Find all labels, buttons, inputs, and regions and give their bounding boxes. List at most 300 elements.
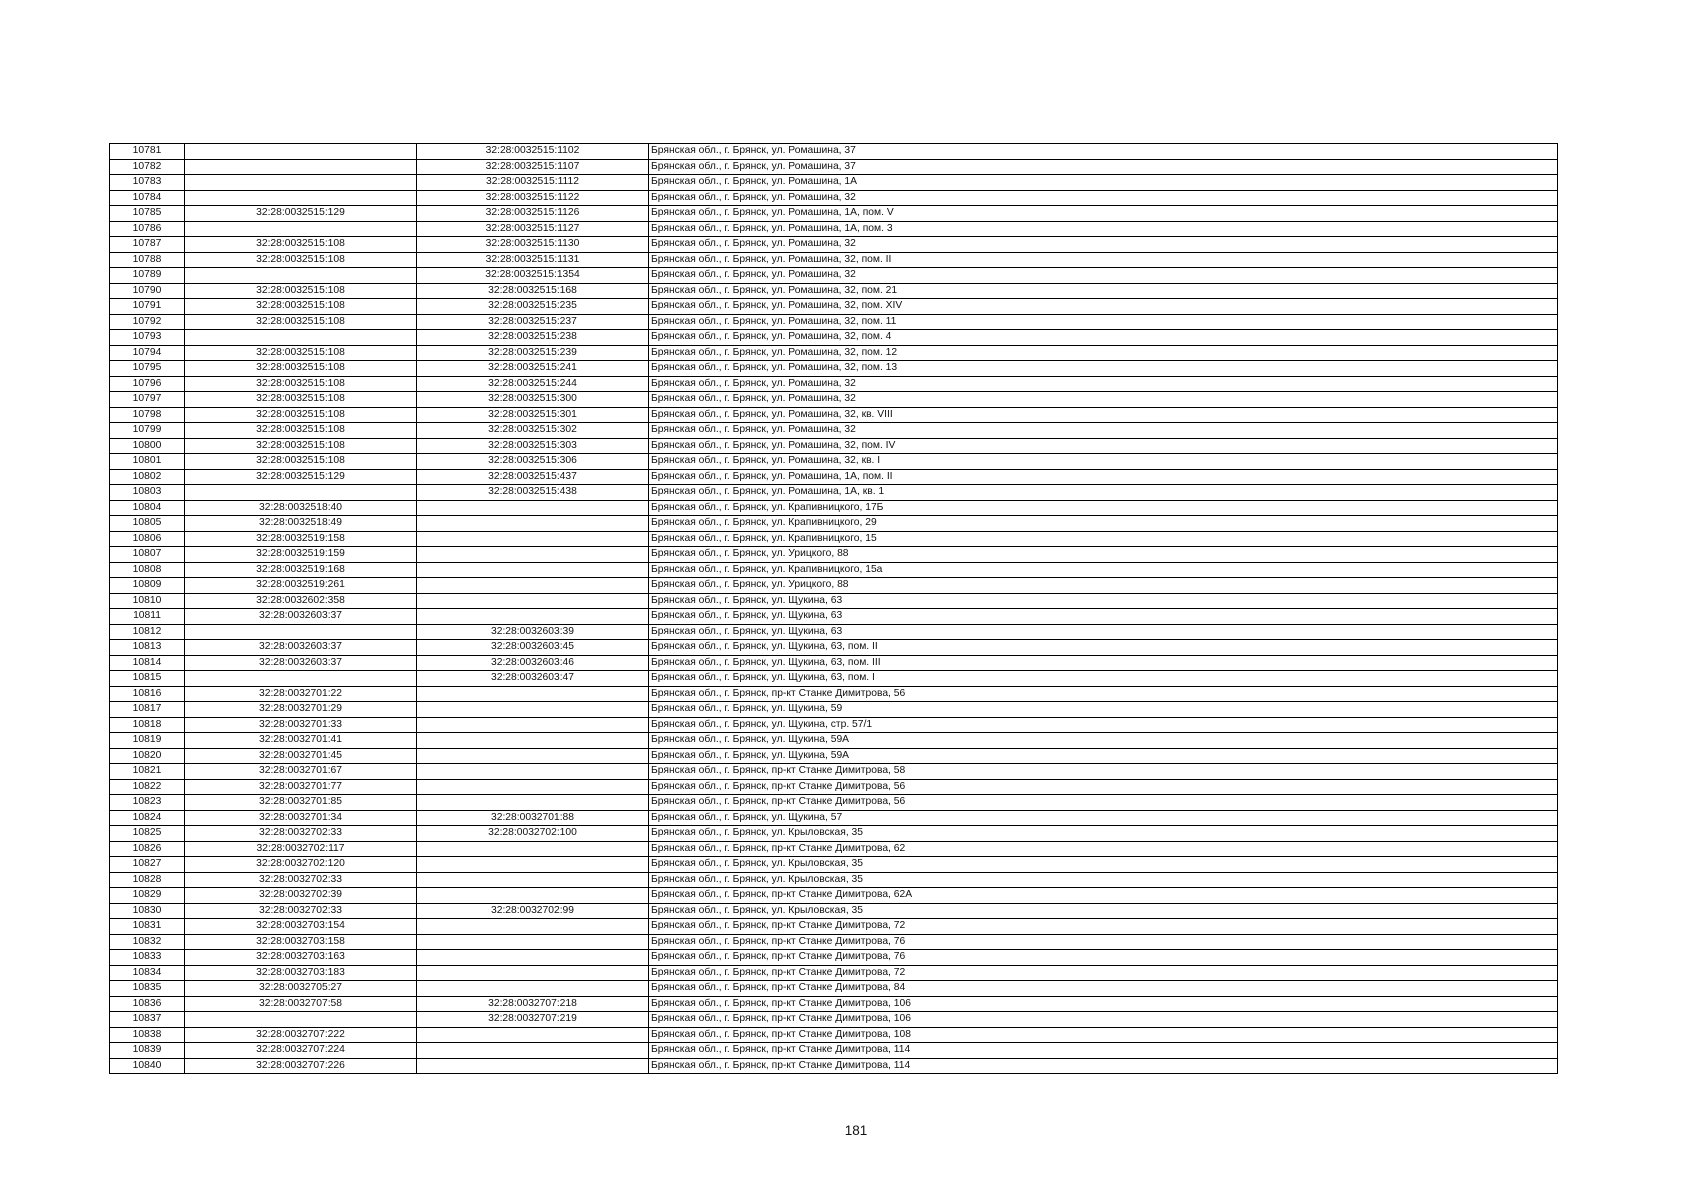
address-cell: Брянская обл., г. Брянск, пр-кт Станке Димитрова, 106	[649, 996, 1558, 1012]
cadastral-number-cell: 32:28:0032515:235	[417, 299, 649, 315]
cadastral-number-cell	[417, 516, 649, 532]
table-row	[110, 950, 1558, 966]
table-row	[110, 1027, 1558, 1043]
address-cell: Брянская обл., г. Брянск, пр-кт Станке Димитрова, 72	[649, 919, 1558, 935]
parent-cadastral-number-cell	[185, 671, 417, 687]
address-cell: Брянская обл., г. Брянск, ул. Ромашина, 32	[649, 423, 1558, 439]
parent-cadastral-number-cell: 32:28:0032707:224	[185, 1043, 417, 1059]
address-cell: Брянская обл., г. Брянск, ул. Ромашина, 32, пом. 4	[649, 330, 1558, 346]
parent-cadastral-number-cell: 32:28:0032703:158	[185, 934, 417, 950]
row-number-cell: 10831	[110, 919, 185, 935]
address-cell: Брянская обл., г. Брянск, ул. Щукина, 63, пом. III	[649, 655, 1558, 671]
row-number-cell: 10802	[110, 469, 185, 485]
address-cell: Брянская обл., г. Брянск, пр-кт Станке Димитрова, 62	[649, 841, 1558, 857]
table-row	[110, 547, 1558, 563]
row-number-cell: 10801	[110, 454, 185, 470]
parent-cadastral-number-cell: 32:28:0032703:163	[185, 950, 417, 966]
cadastral-number-cell	[417, 686, 649, 702]
address-cell: Брянская обл., г. Брянск, ул. Ромашина, 32, пом. 11	[649, 314, 1558, 330]
parent-cadastral-number-cell: 32:28:0032515:108	[185, 361, 417, 377]
row-number-cell: 10805	[110, 516, 185, 532]
cadastral-number-cell: 32:28:0032515:438	[417, 485, 649, 501]
row-number-cell: 10833	[110, 950, 185, 966]
table-row	[110, 810, 1558, 826]
cadastral-number-cell: 32:28:0032515:241	[417, 361, 649, 377]
parent-cadastral-number-cell: 32:28:0032702:39	[185, 888, 417, 904]
table-row	[110, 268, 1558, 284]
parent-cadastral-number-cell: 32:28:0032703:183	[185, 965, 417, 981]
address-cell: Брянская обл., г. Брянск, пр-кт Станке Димитрова, 56	[649, 779, 1558, 795]
table-row	[110, 686, 1558, 702]
row-number-cell: 10818	[110, 717, 185, 733]
cadastral-number-cell: 32:28:0032707:218	[417, 996, 649, 1012]
table-row	[110, 144, 1558, 160]
address-cell: Брянская обл., г. Брянск, ул. Ромашина, 37	[649, 144, 1558, 160]
row-number-cell: 10811	[110, 609, 185, 625]
address-cell: Брянская обл., г. Брянск, ул. Щукина, 59А	[649, 748, 1558, 764]
row-number-cell: 10816	[110, 686, 185, 702]
parent-cadastral-number-cell: 32:28:0032515:108	[185, 237, 417, 253]
cadastral-number-cell	[417, 857, 649, 873]
address-cell: Брянская обл., г. Брянск, ул. Крапивницкого, 15	[649, 531, 1558, 547]
address-cell: Брянская обл., г. Брянск, пр-кт Станке Димитрова, 84	[649, 981, 1558, 997]
cadastral-number-cell: 32:28:0032515:168	[417, 283, 649, 299]
address-cell: Брянская обл., г. Брянск, ул. Крапивницкого, 29	[649, 516, 1558, 532]
row-number-cell: 10810	[110, 593, 185, 609]
table-row	[110, 376, 1558, 392]
parent-cadastral-number-cell: 32:28:0032702:33	[185, 903, 417, 919]
address-cell: Брянская обл., г. Брянск, ул. Ромашина, 1А, пом. 3	[649, 221, 1558, 237]
row-number-cell: 10803	[110, 485, 185, 501]
table-row	[110, 237, 1558, 253]
table-row	[110, 485, 1558, 501]
row-number-cell: 10829	[110, 888, 185, 904]
cadastral-number-cell: 32:28:0032603:39	[417, 624, 649, 640]
parent-cadastral-number-cell: 32:28:0032701:34	[185, 810, 417, 826]
parent-cadastral-number-cell: 32:28:0032519:159	[185, 547, 417, 563]
row-number-cell: 10788	[110, 252, 185, 268]
table-row	[110, 361, 1558, 377]
address-cell: Брянская обл., г. Брянск, ул. Ромашина, 32, пом. 21	[649, 283, 1558, 299]
cadastral-number-cell	[417, 934, 649, 950]
cadastral-number-cell	[417, 593, 649, 609]
cadastral-number-cell	[417, 733, 649, 749]
table-row	[110, 159, 1558, 175]
table-row	[110, 593, 1558, 609]
table-row	[110, 981, 1558, 997]
row-number-cell: 10814	[110, 655, 185, 671]
address-cell: Брянская обл., г. Брянск, пр-кт Станке Димитрова, 58	[649, 764, 1558, 780]
address-cell: Брянская обл., г. Брянск, ул. Крапивницкого, 17Б	[649, 500, 1558, 516]
parent-cadastral-number-cell: 32:28:0032515:108	[185, 345, 417, 361]
cadastral-number-cell: 32:28:0032707:219	[417, 1012, 649, 1028]
cadastral-number-cell: 32:28:0032515:1112	[417, 175, 649, 191]
cadastral-number-cell	[417, 919, 649, 935]
address-cell: Брянская обл., г. Брянск, ул. Щукина, 63, пом. I	[649, 671, 1558, 687]
row-number-cell: 10830	[110, 903, 185, 919]
address-cell: Брянская обл., г. Брянск, ул. Ромашина, 32, пом. 13	[649, 361, 1558, 377]
table-row	[110, 314, 1558, 330]
parent-cadastral-number-cell: 32:28:0032701:77	[185, 779, 417, 795]
address-cell: Брянская обл., г. Брянск, пр-кт Станке Димитрова, 72	[649, 965, 1558, 981]
address-cell: Брянская обл., г. Брянск, ул. Ромашина, 1А, пом. II	[649, 469, 1558, 485]
cadastral-number-cell	[417, 547, 649, 563]
table-row	[110, 764, 1558, 780]
parent-cadastral-number-cell: 32:28:0032701:85	[185, 795, 417, 811]
cadastral-number-cell: 32:28:0032515:300	[417, 392, 649, 408]
parent-cadastral-number-cell: 32:28:0032702:33	[185, 826, 417, 842]
cadastral-number-cell	[417, 609, 649, 625]
table-row	[110, 345, 1558, 361]
parent-cadastral-number-cell	[185, 330, 417, 346]
parent-cadastral-number-cell: 32:28:0032701:22	[185, 686, 417, 702]
address-cell: Брянская обл., г. Брянск, ул. Щукина, 63	[649, 624, 1558, 640]
address-cell: Брянская обл., г. Брянск, пр-кт Станке Димитрова, 62А	[649, 888, 1558, 904]
row-number-cell: 10836	[110, 996, 185, 1012]
row-number-cell: 10834	[110, 965, 185, 981]
parent-cadastral-number-cell: 32:28:0032515:108	[185, 423, 417, 439]
row-number-cell: 10828	[110, 872, 185, 888]
address-cell: Брянская обл., г. Брянск, ул. Урицкого, 88	[649, 547, 1558, 563]
cadastral-number-cell	[417, 872, 649, 888]
cadastral-number-cell	[417, 779, 649, 795]
address-cell: Брянская обл., г. Брянск, пр-кт Станке Димитрова, 114	[649, 1058, 1558, 1074]
registry-table	[109, 143, 1558, 1074]
cadastral-number-cell: 32:28:0032515:1131	[417, 252, 649, 268]
row-number-cell: 10840	[110, 1058, 185, 1074]
row-number-cell: 10806	[110, 531, 185, 547]
cadastral-number-cell: 32:28:0032515:306	[417, 454, 649, 470]
table-row	[110, 748, 1558, 764]
parent-cadastral-number-cell: 32:28:0032702:33	[185, 872, 417, 888]
table-row	[110, 934, 1558, 950]
row-number-cell: 10812	[110, 624, 185, 640]
row-number-cell: 10825	[110, 826, 185, 842]
parent-cadastral-number-cell: 32:28:0032518:49	[185, 516, 417, 532]
table-row	[110, 454, 1558, 470]
cadastral-number-cell: 32:28:0032515:1107	[417, 159, 649, 175]
row-number-cell: 10792	[110, 314, 185, 330]
cadastral-number-cell	[417, 981, 649, 997]
parent-cadastral-number-cell: 32:28:0032603:37	[185, 655, 417, 671]
address-cell: Брянская обл., г. Брянск, пр-кт Станке Димитрова, 114	[649, 1043, 1558, 1059]
address-cell: Брянская обл., г. Брянск, пр-кт Станке Димитрова, 76	[649, 950, 1558, 966]
address-cell: Брянская обл., г. Брянск, пр-кт Станке Димитрова, 106	[649, 1012, 1558, 1028]
parent-cadastral-number-cell: 32:28:0032515:108	[185, 252, 417, 268]
table-row	[110, 609, 1558, 625]
cadastral-number-cell: 32:28:0032515:302	[417, 423, 649, 439]
row-number-cell: 10785	[110, 206, 185, 222]
row-number-cell: 10793	[110, 330, 185, 346]
row-number-cell: 10789	[110, 268, 185, 284]
table-row	[110, 872, 1558, 888]
table-row	[110, 919, 1558, 935]
row-number-cell: 10798	[110, 407, 185, 423]
cadastral-number-cell: 32:28:0032515:303	[417, 438, 649, 454]
table-row	[110, 1012, 1558, 1028]
address-cell: Брянская обл., г. Брянск, ул. Крыловская, 35	[649, 826, 1558, 842]
parent-cadastral-number-cell: 32:28:0032707:58	[185, 996, 417, 1012]
row-number-cell: 10824	[110, 810, 185, 826]
cadastral-number-cell	[417, 965, 649, 981]
parent-cadastral-number-cell: 32:28:0032701:45	[185, 748, 417, 764]
cadastral-number-cell	[417, 702, 649, 718]
row-number-cell: 10821	[110, 764, 185, 780]
table-row	[110, 562, 1558, 578]
address-cell: Брянская обл., г. Брянск, ул. Ромашина, 32	[649, 376, 1558, 392]
table-row	[110, 392, 1558, 408]
address-cell: Брянская обл., г. Брянск, ул. Ромашина, 32, пом. II	[649, 252, 1558, 268]
row-number-cell: 10797	[110, 392, 185, 408]
cadastral-number-cell	[417, 748, 649, 764]
parent-cadastral-number-cell: 32:28:0032515:108	[185, 454, 417, 470]
address-cell: Брянская обл., г. Брянск, ул. Ромашина, 32, пом. 12	[649, 345, 1558, 361]
address-cell: Брянская обл., г. Брянск, ул. Щукина, 63	[649, 609, 1558, 625]
parent-cadastral-number-cell: 32:28:0032515:108	[185, 438, 417, 454]
address-cell: Брянская обл., г. Брянск, ул. Крыловская, 35	[649, 872, 1558, 888]
row-number-cell: 10837	[110, 1012, 185, 1028]
row-number-cell: 10795	[110, 361, 185, 377]
row-number-cell: 10783	[110, 175, 185, 191]
row-number-cell: 10839	[110, 1043, 185, 1059]
address-cell: Брянская обл., г. Брянск, пр-кт Станке Димитрова, 108	[649, 1027, 1558, 1043]
address-cell: Брянская обл., г. Брянск, ул. Щукина, стр. 57/1	[649, 717, 1558, 733]
cadastral-number-cell: 32:28:0032701:88	[417, 810, 649, 826]
row-number-cell: 10790	[110, 283, 185, 299]
address-cell: Брянская обл., г. Брянск, ул. Ромашина, 32	[649, 268, 1558, 284]
parent-cadastral-number-cell: 32:28:0032515:108	[185, 376, 417, 392]
table-row	[110, 795, 1558, 811]
table-row	[110, 671, 1558, 687]
parent-cadastral-number-cell: 32:28:0032515:129	[185, 206, 417, 222]
cadastral-number-cell	[417, 578, 649, 594]
cadastral-number-cell: 32:28:0032515:1126	[417, 206, 649, 222]
row-number-cell: 10809	[110, 578, 185, 594]
table-row	[110, 516, 1558, 532]
table-row	[110, 640, 1558, 656]
parent-cadastral-number-cell: 32:28:0032515:108	[185, 392, 417, 408]
cadastral-number-cell: 32:28:0032515:301	[417, 407, 649, 423]
row-number-cell: 10823	[110, 795, 185, 811]
row-number-cell: 10827	[110, 857, 185, 873]
table-row	[110, 779, 1558, 795]
row-number-cell: 10787	[110, 237, 185, 253]
table-row	[110, 438, 1558, 454]
cadastral-number-cell: 32:28:0032702:99	[417, 903, 649, 919]
row-number-cell: 10813	[110, 640, 185, 656]
parent-cadastral-number-cell	[185, 175, 417, 191]
row-number-cell: 10800	[110, 438, 185, 454]
address-cell: Брянская обл., г. Брянск, ул. Ромашина, 1А, пом. V	[649, 206, 1558, 222]
cadastral-number-cell: 32:28:0032603:47	[417, 671, 649, 687]
parent-cadastral-number-cell: 32:28:0032519:168	[185, 562, 417, 578]
cadastral-number-cell: 32:28:0032515:1130	[417, 237, 649, 253]
row-number-cell: 10796	[110, 376, 185, 392]
table-row	[110, 965, 1558, 981]
address-cell: Брянская обл., г. Брянск, пр-кт Станке Димитрова, 56	[649, 686, 1558, 702]
cadastral-number-cell: 32:28:0032515:1102	[417, 144, 649, 160]
parent-cadastral-number-cell: 32:28:0032602:358	[185, 593, 417, 609]
parent-cadastral-number-cell	[185, 485, 417, 501]
parent-cadastral-number-cell	[185, 144, 417, 160]
cadastral-number-cell: 32:28:0032603:46	[417, 655, 649, 671]
table-row	[110, 996, 1558, 1012]
parent-cadastral-number-cell: 32:28:0032701:67	[185, 764, 417, 780]
row-number-cell: 10822	[110, 779, 185, 795]
address-cell: Брянская обл., г. Брянск, пр-кт Станке Димитрова, 76	[649, 934, 1558, 950]
table-row	[110, 1043, 1558, 1059]
row-number-cell: 10781	[110, 144, 185, 160]
table-row	[110, 1058, 1558, 1074]
address-cell: Брянская обл., г. Брянск, ул. Ромашина, 1А	[649, 175, 1558, 191]
table-row	[110, 826, 1558, 842]
row-number-cell: 10820	[110, 748, 185, 764]
table-row	[110, 252, 1558, 268]
address-cell: Брянская обл., г. Брянск, ул. Щукина, 59А	[649, 733, 1558, 749]
row-number-cell: 10786	[110, 221, 185, 237]
address-cell: Брянская обл., г. Брянск, ул. Ромашина, 32, пом. IV	[649, 438, 1558, 454]
table-row	[110, 469, 1558, 485]
table-row	[110, 857, 1558, 873]
address-cell: Брянская обл., г. Брянск, ул. Ромашина, 32	[649, 392, 1558, 408]
address-cell: Брянская обл., г. Брянск, ул. Щукина, 59	[649, 702, 1558, 718]
parent-cadastral-number-cell: 32:28:0032703:154	[185, 919, 417, 935]
cadastral-number-cell: 32:28:0032515:237	[417, 314, 649, 330]
row-number-cell: 10826	[110, 841, 185, 857]
cadastral-number-cell: 32:28:0032603:45	[417, 640, 649, 656]
table-row	[110, 221, 1558, 237]
address-cell: Брянская обл., г. Брянск, ул. Щукина, 57	[649, 810, 1558, 826]
table-row	[110, 206, 1558, 222]
cadastral-number-cell	[417, 1043, 649, 1059]
cadastral-number-cell	[417, 764, 649, 780]
row-number-cell: 10784	[110, 190, 185, 206]
parent-cadastral-number-cell	[185, 624, 417, 640]
table-row	[110, 190, 1558, 206]
address-cell: Брянская обл., г. Брянск, ул. Крыловская, 35	[649, 903, 1558, 919]
address-cell: Брянская обл., г. Брянск, ул. Ромашина, 1А, кв. 1	[649, 485, 1558, 501]
address-cell: Брянская обл., г. Брянск, ул. Ромашина, 37	[649, 159, 1558, 175]
cadastral-number-cell	[417, 717, 649, 733]
parent-cadastral-number-cell: 32:28:0032707:226	[185, 1058, 417, 1074]
table-row	[110, 299, 1558, 315]
cadastral-number-cell	[417, 1027, 649, 1043]
parent-cadastral-number-cell: 32:28:0032515:108	[185, 407, 417, 423]
parent-cadastral-number-cell	[185, 268, 417, 284]
parent-cadastral-number-cell: 32:28:0032603:37	[185, 609, 417, 625]
row-number-cell: 10815	[110, 671, 185, 687]
address-cell: Брянская обл., г. Брянск, ул. Ромашина, 32	[649, 237, 1558, 253]
cadastral-number-cell	[417, 795, 649, 811]
row-number-cell: 10819	[110, 733, 185, 749]
table-row	[110, 903, 1558, 919]
parent-cadastral-number-cell	[185, 221, 417, 237]
table-row	[110, 624, 1558, 640]
parent-cadastral-number-cell	[185, 159, 417, 175]
row-number-cell: 10817	[110, 702, 185, 718]
address-cell: Брянская обл., г. Брянск, ул. Крапивницкого, 15а	[649, 562, 1558, 578]
row-number-cell: 10804	[110, 500, 185, 516]
cadastral-number-cell: 32:28:0032515:1354	[417, 268, 649, 284]
table-row	[110, 841, 1558, 857]
row-number-cell: 10807	[110, 547, 185, 563]
cadastral-number-cell	[417, 1058, 649, 1074]
address-cell: Брянская обл., г. Брянск, ул. Урицкого, 88	[649, 578, 1558, 594]
parent-cadastral-number-cell: 32:28:0032701:41	[185, 733, 417, 749]
parent-cadastral-number-cell: 32:28:0032702:117	[185, 841, 417, 857]
address-cell: Брянская обл., г. Брянск, ул. Ромашина, 32, кв. I	[649, 454, 1558, 470]
row-number-cell: 10782	[110, 159, 185, 175]
parent-cadastral-number-cell: 32:28:0032519:158	[185, 531, 417, 547]
table-row	[110, 500, 1558, 516]
parent-cadastral-number-cell	[185, 1012, 417, 1028]
cadastral-number-cell: 32:28:0032515:238	[417, 330, 649, 346]
parent-cadastral-number-cell: 32:28:0032515:129	[185, 469, 417, 485]
address-cell: Брянская обл., г. Брянск, ул. Щукина, 63, пом. II	[649, 640, 1558, 656]
table-row	[110, 423, 1558, 439]
parent-cadastral-number-cell: 32:28:0032705:27	[185, 981, 417, 997]
table-row	[110, 655, 1558, 671]
cadastral-number-cell	[417, 500, 649, 516]
row-number-cell: 10794	[110, 345, 185, 361]
row-number-cell: 10835	[110, 981, 185, 997]
table-row	[110, 717, 1558, 733]
cadastral-number-cell: 32:28:0032515:244	[417, 376, 649, 392]
parent-cadastral-number-cell: 32:28:0032701:33	[185, 717, 417, 733]
address-cell: Брянская обл., г. Брянск, ул. Ромашина, 32	[649, 190, 1558, 206]
table-row	[110, 733, 1558, 749]
row-number-cell: 10832	[110, 934, 185, 950]
row-number-cell: 10799	[110, 423, 185, 439]
cadastral-number-cell: 32:28:0032515:1127	[417, 221, 649, 237]
cadastral-number-cell	[417, 531, 649, 547]
table-row	[110, 888, 1558, 904]
cadastral-number-cell	[417, 950, 649, 966]
cadastral-number-cell: 32:28:0032515:239	[417, 345, 649, 361]
parent-cadastral-number-cell: 32:28:0032707:222	[185, 1027, 417, 1043]
table-row	[110, 531, 1558, 547]
table-row	[110, 283, 1558, 299]
table-row	[110, 175, 1558, 191]
cadastral-number-cell	[417, 841, 649, 857]
parent-cadastral-number-cell: 32:28:0032701:29	[185, 702, 417, 718]
parent-cadastral-number-cell: 32:28:0032515:108	[185, 299, 417, 315]
cadastral-number-cell	[417, 562, 649, 578]
address-cell: Брянская обл., г. Брянск, пр-кт Станке Димитрова, 56	[649, 795, 1558, 811]
parent-cadastral-number-cell	[185, 190, 417, 206]
row-number-cell: 10838	[110, 1027, 185, 1043]
parent-cadastral-number-cell: 32:28:0032518:40	[185, 500, 417, 516]
parent-cadastral-number-cell: 32:28:0032515:108	[185, 283, 417, 299]
address-cell: Брянская обл., г. Брянск, ул. Щукина, 63	[649, 593, 1558, 609]
address-cell: Брянская обл., г. Брянск, ул. Крыловская, 35	[649, 857, 1558, 873]
parent-cadastral-number-cell: 32:28:0032603:37	[185, 640, 417, 656]
cadastral-number-cell	[417, 888, 649, 904]
parent-cadastral-number-cell: 32:28:0032702:120	[185, 857, 417, 873]
parent-cadastral-number-cell: 32:28:0032519:261	[185, 578, 417, 594]
address-cell: Брянская обл., г. Брянск, ул. Ромашина, 32, пом. XIV	[649, 299, 1558, 315]
table-row	[110, 702, 1558, 718]
row-number-cell: 10791	[110, 299, 185, 315]
table-row	[110, 330, 1558, 346]
cadastral-number-cell: 32:28:0032515:437	[417, 469, 649, 485]
page-number: 181	[844, 1123, 868, 1138]
row-number-cell: 10808	[110, 562, 185, 578]
parent-cadastral-number-cell: 32:28:0032515:108	[185, 314, 417, 330]
address-cell: Брянская обл., г. Брянск, ул. Ромашина, 32, кв. VIII	[649, 407, 1558, 423]
table-row	[110, 578, 1558, 594]
table-row	[110, 407, 1558, 423]
